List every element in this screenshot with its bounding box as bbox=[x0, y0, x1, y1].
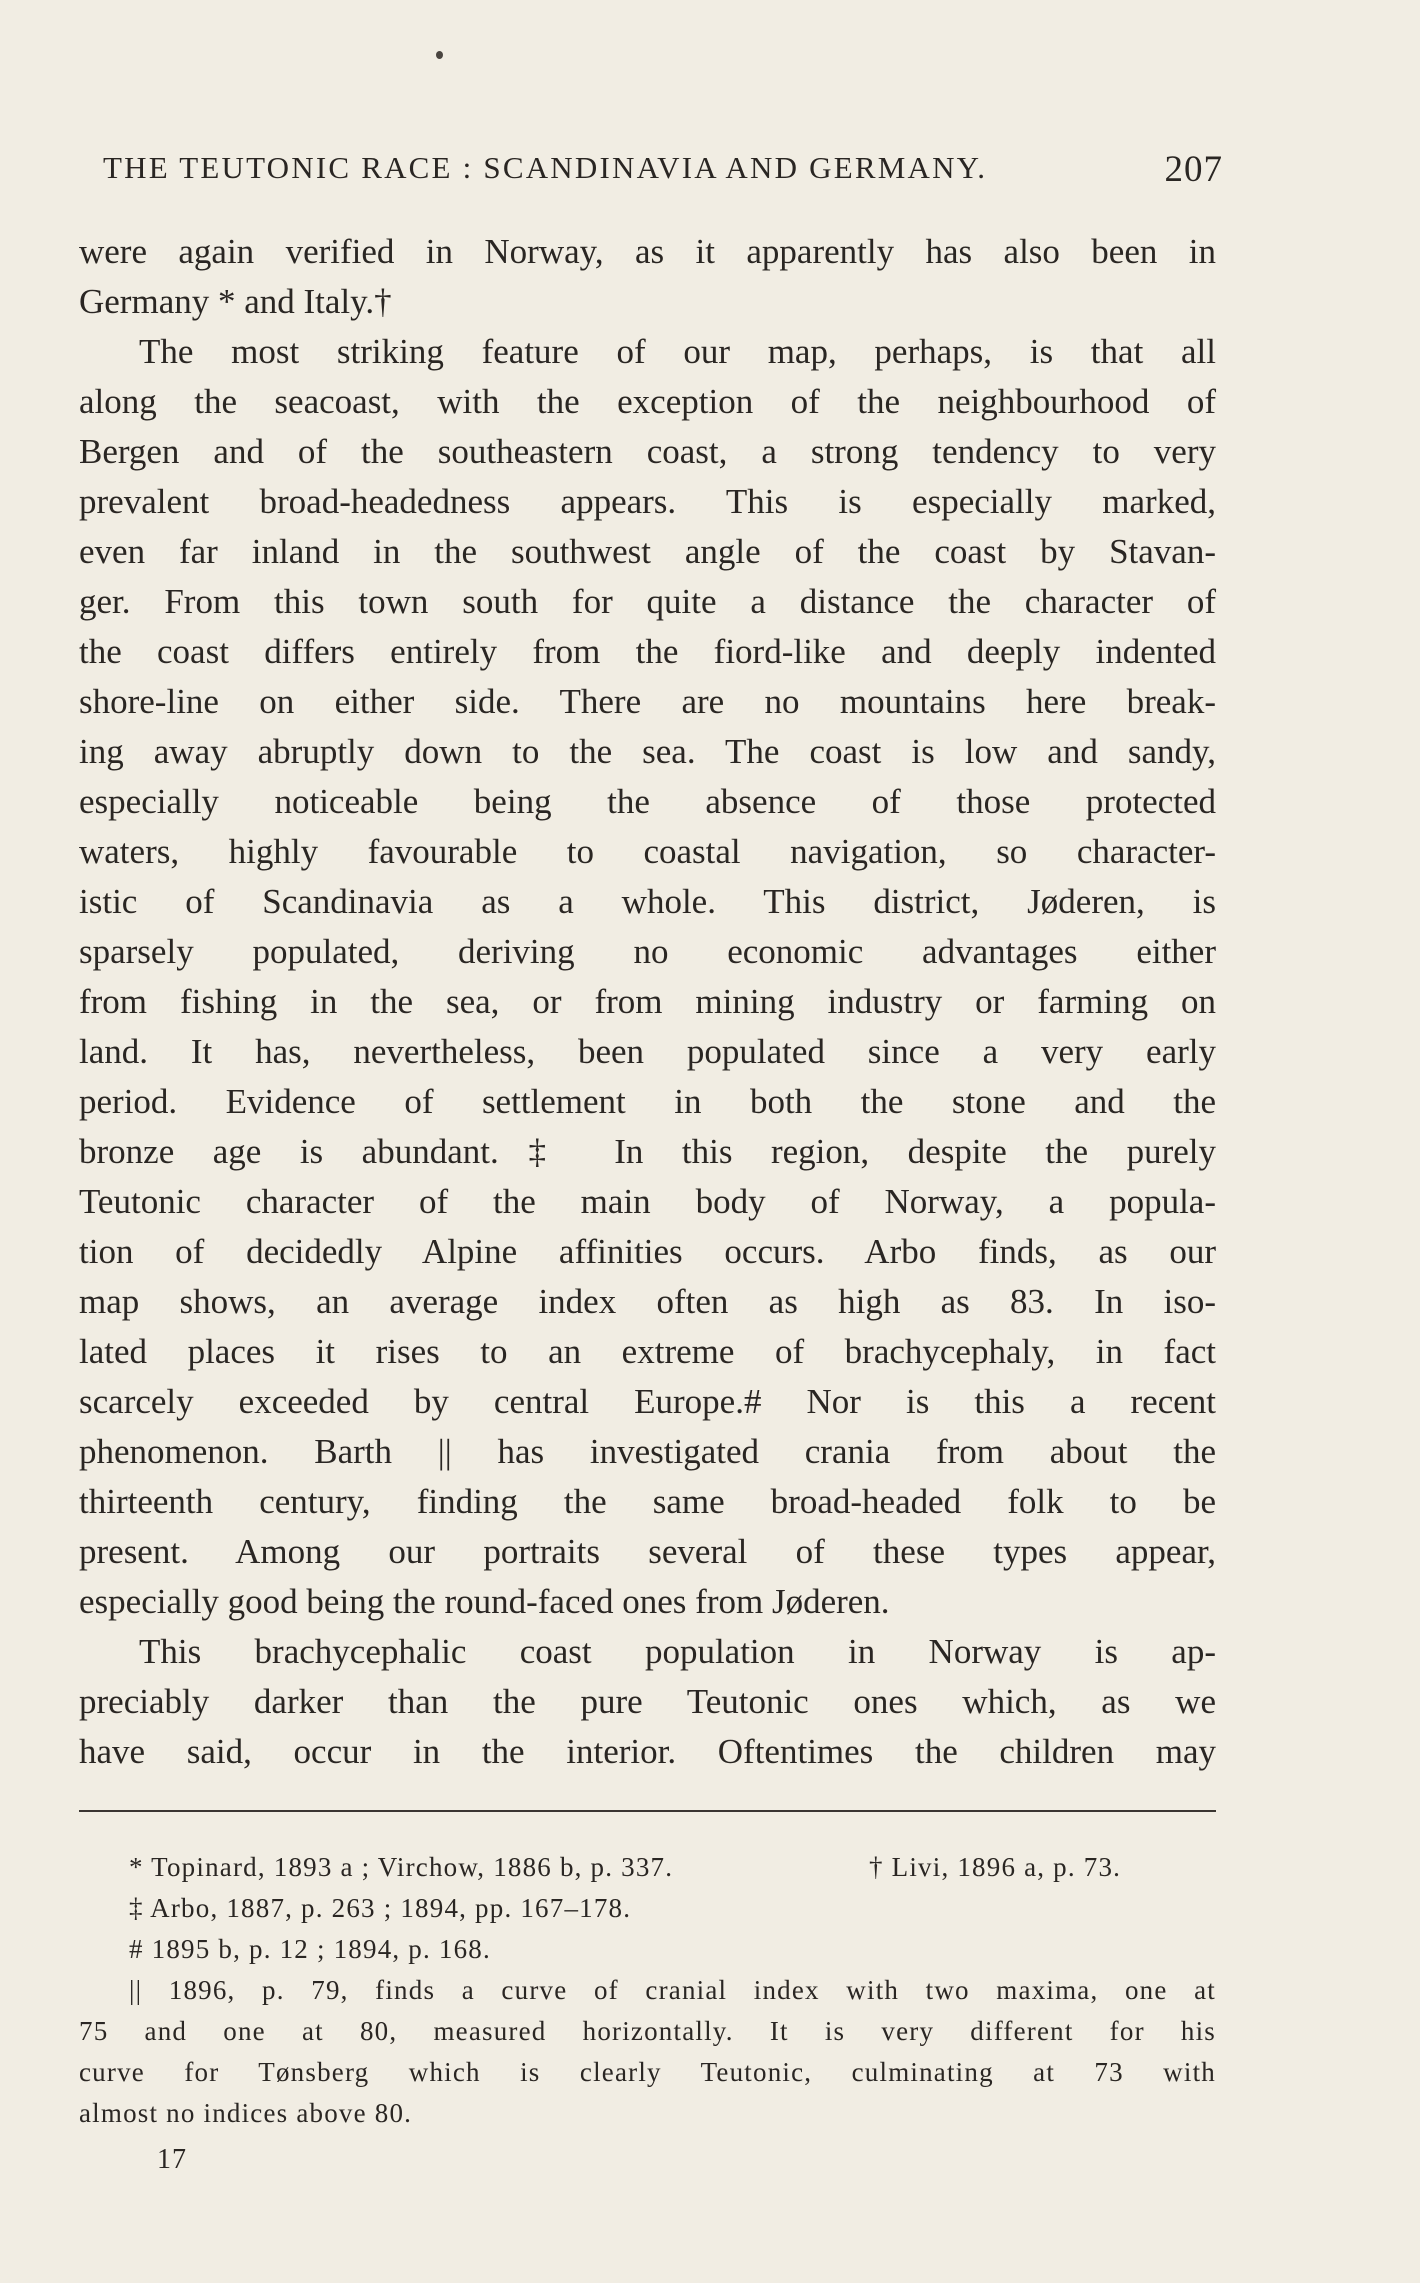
signature-mark: 17 bbox=[157, 2144, 187, 2175]
body-line: Bergen and of the southeastern coast, a strong tendency to very bbox=[79, 432, 1216, 471]
body-line: especially good being the round-faced ones from Jøderen. bbox=[79, 1582, 890, 1621]
footnote-barth: || 1896, p. 79, finds a curve of cranial index with two maxima, one at bbox=[129, 1975, 1216, 2005]
body-text bbox=[79, 227, 1216, 1777]
body-line: even far inland in the southwest angle of the coast by Stavan- bbox=[79, 532, 1216, 571]
body-line: map shows, an average index often as high as 83. In iso- bbox=[79, 1282, 1216, 1321]
body-line: waters, highly favourable to coastal navigation, so character- bbox=[79, 832, 1216, 871]
body-line: lated places it rises to an extreme of brachycephaly, in fact bbox=[79, 1332, 1216, 1371]
body-line: sparsely populated, deriving no economic advantages either bbox=[79, 932, 1216, 971]
footnotes bbox=[79, 1847, 1216, 2134]
footnote-line: 75 and one at 80, measured horizontally. It is very different for his bbox=[79, 2016, 1216, 2046]
body-line: The most striking feature of our map, perhaps, is that all bbox=[139, 332, 1216, 371]
body-line: ing away abruptly down to the sea. The coast is low and sandy, bbox=[79, 732, 1216, 771]
body-line: especially noticeable being the absence of those protected bbox=[79, 782, 1216, 821]
page-number: 207 bbox=[1164, 149, 1223, 190]
body-line: phenomenon. Barth || has investigated crania from about the bbox=[79, 1432, 1216, 1471]
body-line: the coast differs entirely from the fiord-like and deeply indented bbox=[79, 632, 1216, 671]
body-line: from fishing in the sea, or from mining industry or farming on bbox=[79, 982, 1216, 1021]
body-line: land. It has, nevertheless, been populated since a very early bbox=[79, 1032, 1216, 1071]
footnote-line: curve for Tønsberg which is clearly Teutonic, culminating at 73 with bbox=[79, 2057, 1216, 2087]
running-head bbox=[103, 142, 1223, 192]
footnote-livi: † Livi, 1896 a, p. 73. bbox=[869, 1852, 1122, 1882]
body-line: shore-line on either side. There are no mountains here break- bbox=[79, 682, 1216, 721]
running-title: THE TEUTONIC RACE : SCANDINAVIA AND GERMANY. bbox=[103, 150, 988, 185]
body-line: along the seacoast, with the exception of the neighbourhood of bbox=[79, 382, 1216, 421]
footnote-line: almost no indices above 80. bbox=[79, 2098, 413, 2128]
footnote-row bbox=[79, 1847, 1216, 1888]
body-line: scarcely exceeded by central Europe.# Nor is this a recent bbox=[79, 1382, 1216, 1421]
body-line: preciably darker than the pure Teutonic ones which, as we bbox=[79, 1682, 1216, 1721]
body-line: were again verified in Norway, as it apparently has also been in bbox=[79, 232, 1216, 271]
body-line: Teutonic character of the main body of Norway, a popula- bbox=[79, 1182, 1216, 1221]
footnote-rule bbox=[79, 1810, 1216, 1812]
ink-speck bbox=[436, 51, 443, 59]
body-line: istic of Scandinavia as a whole. This district, Jøderen, is bbox=[79, 882, 1216, 921]
body-line: ger. From this town south for quite a distance the character of bbox=[79, 582, 1216, 621]
body-line: have said, occur in the interior. Oftentimes the children may bbox=[79, 1732, 1216, 1771]
body-line: prevalent broad-headedness appears. This is especially marked, bbox=[79, 482, 1216, 521]
body-line: This brachycephalic coast population in Norway is ap- bbox=[139, 1632, 1216, 1671]
footnote-1895b: # 1895 b, p. 12 ; 1894, p. 168. bbox=[129, 1934, 491, 1964]
body-line: thirteenth century, finding the same broad-headed folk to be bbox=[79, 1482, 1216, 1521]
body-line: tion of decidedly Alpine affinities occurs. Arbo finds, as our bbox=[79, 1232, 1216, 1271]
footnote-topinard: * Topinard, 1893 a ; Virchow, 1886 b, p. 337. bbox=[129, 1852, 674, 1882]
body-line: bronze age is abundant.‡ In this region, despite the purely bbox=[79, 1132, 1216, 1171]
body-line: period. Evidence of settlement in both the stone and the bbox=[79, 1082, 1216, 1121]
body-line: present. Among our portraits several of these types appear, bbox=[79, 1532, 1216, 1571]
footnote-arbo: ‡ Arbo, 1887, p. 263 ; 1894, pp. 167–178. bbox=[129, 1893, 632, 1923]
body-line: Germany * and Italy.† bbox=[79, 282, 392, 321]
